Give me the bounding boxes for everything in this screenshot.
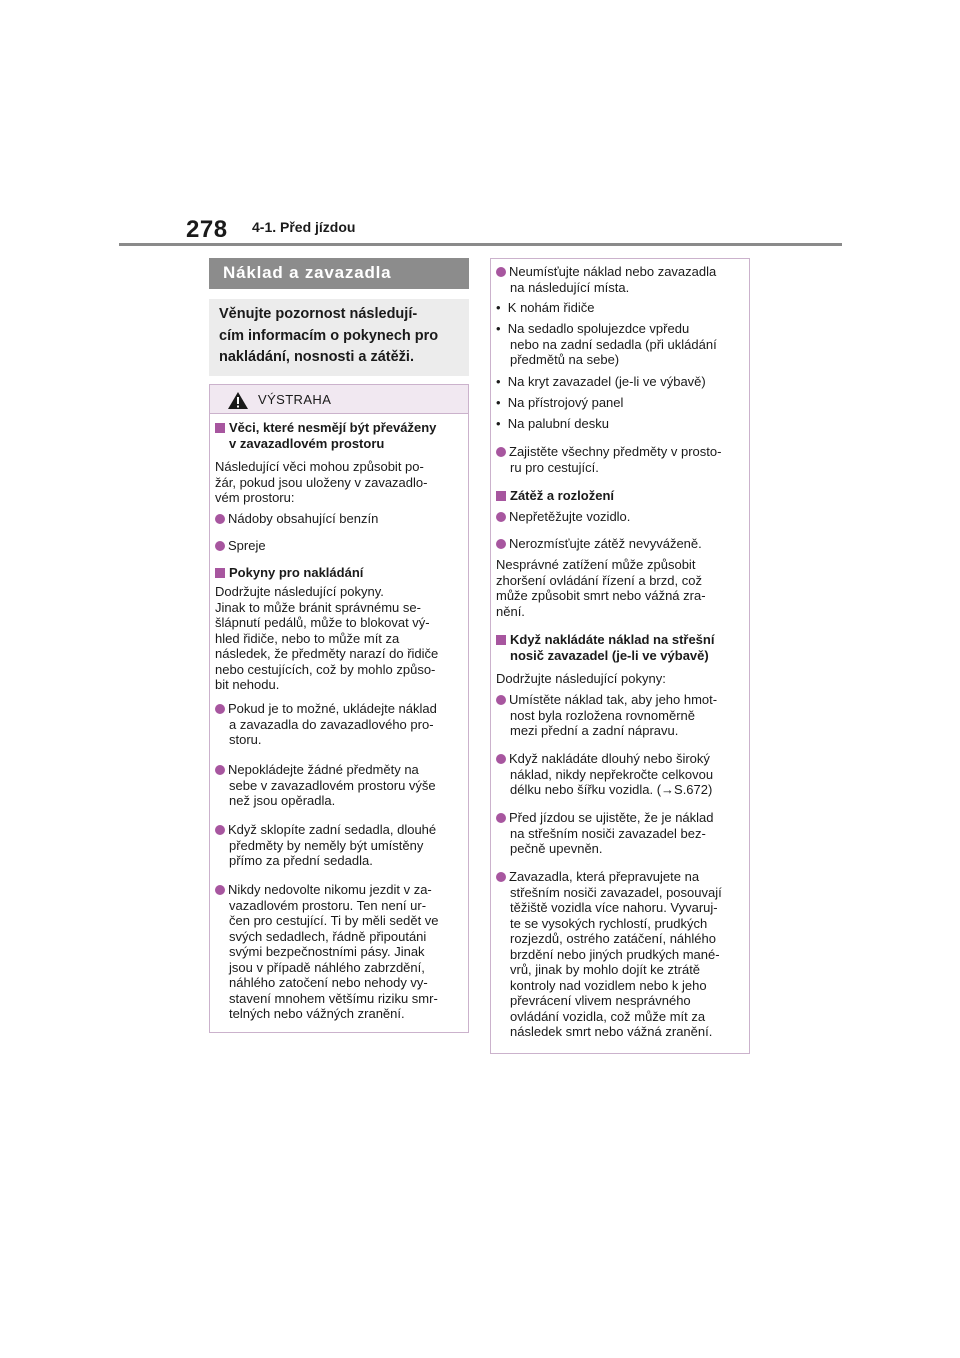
list-item: Před jízdou se ujistěte, že je náklad na střešním nosiči zavazadel bez- pečně upevněn. [496, 810, 714, 857]
warning-header [210, 385, 468, 414]
bullet-dot-icon [496, 267, 506, 277]
section-reference: 4-1. Před jízdou [252, 219, 356, 235]
bullet-dot-icon [496, 872, 506, 882]
warning-triangle-icon [227, 391, 249, 410]
section-title: Náklad a zavazadla [209, 258, 469, 289]
warning-title: VÝSTRAHA [258, 392, 332, 407]
warning-heading: Věci, které nesmějí být převáženy v zavazadlovém prostoru [215, 420, 436, 451]
warning-heading: Když nakládáte náklad na střešní nosič zavazadel (je-li ve výbavě) [496, 632, 714, 663]
list-item: Když nakládáte dlouhý nebo široký náklad, nikdy nepřekročte celkovou délku nebo šířku vozidla. (→S.672) [496, 751, 713, 798]
bullet-dot-icon [496, 754, 506, 764]
sub-list: • Na sedadlo spolujezdce vpředu nebo na zadní sedadla (při ukládání předmětů na sebe) [496, 321, 717, 367]
list-item: Nepokládejte žádné předměty na sebe v zavazadlovém prostoru výše než jsou opěradla. [215, 762, 436, 809]
warning-box [209, 384, 469, 1033]
intro-box [209, 299, 469, 376]
square-bullet-icon [215, 423, 225, 433]
warning-heading: Zátěž a rozložení [496, 488, 614, 504]
list-item: Nepřetěžujte vozidlo. [496, 509, 630, 525]
bullet-dot-icon [215, 541, 225, 551]
header-divider [119, 243, 842, 246]
sub-list-item: • K nohám řidiče [496, 300, 595, 315]
list-item: Když sklopíte zadní sedadla, dlouhé předměty by neměly být umístěny přímo za přední sedadla. [215, 822, 436, 869]
intro-line: cím informacím o pokynech pro [219, 327, 439, 344]
warning-paragraph: Následující věci mohou způsobit po- žár, pokud jsou uloženy v zavazadlo- vém prostoru: [215, 459, 428, 505]
bullet-dot-icon [215, 765, 225, 775]
bullet-dot-icon [496, 695, 506, 705]
bullet-dot-icon [496, 447, 506, 457]
intro-line: Věnujte pozornost následují- [219, 306, 418, 322]
sub-list [496, 300, 595, 316]
sub-list-item: • Na sedadlo spolujezdce vpředu [496, 321, 690, 336]
bullet-dot-icon [496, 512, 506, 522]
list-item: Spreje [215, 538, 266, 554]
list-item: Zavazadla, která přepravujete na střešním nosiči zavazadel, posouvají těžiště vozidla více nahoru. Vyvaruj- te se vysokých rychlostí, prudkých rozjezdů, ostrého zatáčení, náhlého brzdění nebo jiných prudkých mané- vrů, jinak by mohlo dojít ke ztrátě kontroly nad vozidlem nebo k jeho převrácení vlivem nesprávného ovládání vozidla, což může mít za následek smrt nebo vážná zranění. [496, 869, 722, 1040]
warning-continuation-box [490, 258, 750, 1054]
list-item: Nádoby obsahující benzín [215, 511, 378, 527]
sub-list-item: • Na palubní desku [496, 416, 609, 431]
sub-list [496, 395, 623, 411]
bullet-dot-icon [215, 514, 225, 524]
sub-list [496, 374, 706, 390]
bullet-dot-icon [496, 539, 506, 549]
bullet-dot-icon [215, 885, 225, 895]
intro-line: nakládání, nosnosti a zátěži. [219, 349, 414, 365]
list-item: Pokud je to možné, ukládejte náklad a zavazadla do zavazadlového pro- storu. [215, 701, 437, 748]
page-number: 278 [186, 216, 228, 243]
sub-list-item: • Na kryt zavazadel (je-li ve výbavě) [496, 374, 706, 389]
list-item: Neumísťujte náklad nebo zavazadla na následující místa. [496, 264, 716, 295]
list-item: Nerozmísťujte zátěž nevyváženě. [496, 536, 702, 552]
warning-paragraph: Nesprávné zatížení může způsobit zhoršení ovládání řízení a brzd, což může způsobit smrt nebo vážná zra- nění. [496, 557, 706, 619]
warning-heading: Pokyny pro nakládání [215, 565, 363, 581]
warning-paragraph: Dodržujte následující pokyny. Jinak to může bránit správnému se- šlápnutí pedálů, může to blokovat vý- hled řidiče, nebo to může mít za následek, že předměty narazí do řidiče nebo cestujících, což by mohlo způso- bit nehodu. [215, 584, 439, 692]
warning-paragraph: Dodržujte následující pokyny: [496, 671, 666, 686]
list-item: Nikdy nedovolte nikomu jezdit v za- vazadlovém prostoru. Ten není ur- čen pro cestující. Ti by měli sedět ve svých sedadlech, řádně připoutáni svými bezpečnostními pásy. Jinak jsou v případě náhlého zabrzdění, náhlého zatočení nebo nehody vy- stavení mnohem většímu riziku smr- telných nebo vážných zranění. [215, 882, 439, 1022]
list-item: Zajistěte všechny předměty v prosto- ru pro cestující. [496, 444, 721, 475]
square-bullet-icon [496, 635, 506, 645]
sub-list [496, 416, 609, 432]
list-item: Umístěte náklad tak, aby jeho hmot- nost byla rozložena rovnoměrně mezi přední a zadní nápravu. [496, 692, 717, 739]
bullet-dot-icon [215, 825, 225, 835]
square-bullet-icon [496, 491, 506, 501]
bullet-dot-icon [215, 704, 225, 714]
sub-list-item: • Na přístrojový panel [496, 395, 624, 410]
square-bullet-icon [215, 568, 225, 578]
bullet-dot-icon [496, 813, 506, 823]
